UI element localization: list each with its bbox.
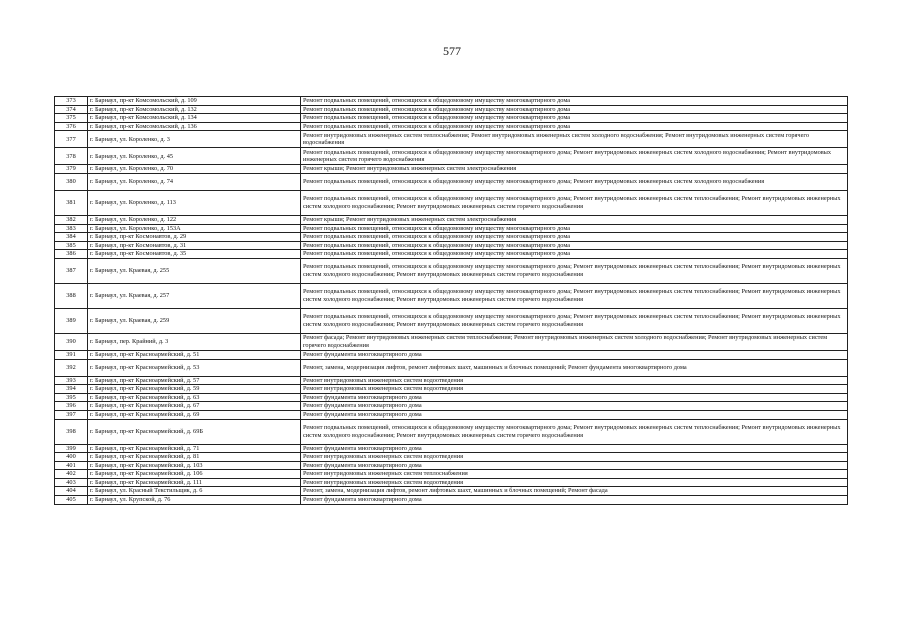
row-address: г. Барнаул, пр-кт Красноармейский, д. 63	[88, 393, 301, 402]
table-row	[55, 250, 848, 259]
table-row	[55, 258, 848, 283]
table-row	[55, 173, 848, 190]
row-number: 383	[55, 224, 88, 233]
table-row	[55, 190, 848, 215]
row-number: 405	[55, 496, 88, 505]
table-row	[55, 419, 848, 444]
row-works: Ремонт внутридомовых инженерных систем водоотведения	[301, 385, 848, 394]
row-works: Ремонт подвальных помещений, относящихся к общедомовому имуществу многоквартирного дома; Ремонт внутридомовых инженерных систем холодного водоснабжения	[301, 173, 848, 190]
row-works: Ремонт фундамента многоквартирного дома	[301, 402, 848, 411]
table-row	[55, 122, 848, 131]
row-number: 403	[55, 478, 88, 487]
row-number: 398	[55, 419, 88, 444]
row-address: г. Барнаул, ул. Краевая, д. 259	[88, 308, 301, 333]
table-body	[55, 97, 848, 505]
row-works: Ремонт фундамента многоквартирного дома	[301, 496, 848, 505]
table-row	[55, 241, 848, 250]
row-address: г. Барнаул, ул. Короленко, д. 70	[88, 165, 301, 174]
row-number: 401	[55, 461, 88, 470]
row-number: 396	[55, 402, 88, 411]
repair-table	[54, 96, 848, 505]
table-row	[55, 333, 848, 350]
table-row	[55, 385, 848, 394]
row-works: Ремонт внутридомовых инженерных систем водоотведения	[301, 453, 848, 462]
row-works: Ремонт внутридомовых инженерных систем водоотведения	[301, 478, 848, 487]
row-number: 391	[55, 350, 88, 359]
row-works: Ремонт фундамента многоквартирного дома	[301, 444, 848, 453]
row-address: г. Барнаул, пр-кт Красноармейский, д. 106	[88, 470, 301, 479]
row-address: г. Барнаул, ул. Красный Текстильщик, д. 6	[88, 487, 301, 496]
row-number: 399	[55, 444, 88, 453]
row-address: г. Барнаул, пр-кт Комсомольский, д. 109	[88, 97, 301, 106]
table-row	[55, 308, 848, 333]
row-address: г. Барнаул, пр-кт Красноармейский, д. 71	[88, 444, 301, 453]
row-works: Ремонт фундамента многоквартирного дома	[301, 410, 848, 419]
row-number: 387	[55, 258, 88, 283]
row-address: г. Барнаул, пр-кт Красноармейский, д. 69	[88, 410, 301, 419]
row-address: г. Барнаул, пр-кт Красноармейский, д. 69Б	[88, 419, 301, 444]
row-number: 382	[55, 215, 88, 224]
row-works: Ремонт фундамента многоквартирного дома	[301, 350, 848, 359]
row-works: Ремонт крыши; Ремонт внутридомовых инженерных систем электроснабжения	[301, 165, 848, 174]
table-row	[55, 461, 848, 470]
row-address: г. Барнаул, пр-кт Комсомольский, д. 132	[88, 105, 301, 114]
row-number: 400	[55, 453, 88, 462]
row-number: 384	[55, 233, 88, 242]
table-row	[55, 165, 848, 174]
row-works: Ремонт фундамента многоквартирного дома	[301, 393, 848, 402]
row-works: Ремонт подвальных помещений, относящихся к общедомовому имуществу многоквартирного дома	[301, 233, 848, 242]
row-address: г. Барнаул, пр-кт Красноармейский, д. 103	[88, 461, 301, 470]
row-address: г. Барнаул, пр-кт Красноармейский, д. 59	[88, 385, 301, 394]
row-address: г. Барнаул, пр-кт Комсомольский, д. 136	[88, 122, 301, 131]
page-number: 577	[443, 44, 461, 58]
row-works: Ремонт подвальных помещений, относящихся к общедомовому имуществу многоквартирного дома	[301, 122, 848, 131]
row-number: 376	[55, 122, 88, 131]
row-address: г. Барнаул, пр-кт Красноармейский, д. 67	[88, 402, 301, 411]
row-works: Ремонт крыши; Ремонт внутридомовых инженерных систем электроснабжения	[301, 215, 848, 224]
row-address: г. Барнаул, пр-кт Космонавтов, д. 29	[88, 233, 301, 242]
row-works: Ремонт, замена, модернизация лифтов, ремонт лифтовых шахт, машинных и блочных помещений; Ремонт фасада	[301, 487, 848, 496]
row-works: Ремонт, замена, модернизация лифтов, ремонт лифтовых шахт, машинных и блочных помещений; Ремонт фундамента многоквартирного дома	[301, 359, 848, 376]
row-number: 381	[55, 190, 88, 215]
row-works: Ремонт подвальных помещений, относящихся к общедомовому имуществу многоквартирного дома; Ремонт внутридомовых инженерных систем теплоснабжения; Ремонт внутридомовых инженерных систем холодного водоснабжения; Ремонт внутридомовых инженерных систем горячего водоснабжения	[301, 308, 848, 333]
row-address: г. Барнаул, пр-кт Красноармейский, д. 53	[88, 359, 301, 376]
row-works: Ремонт внутридомовых инженерных систем теплоснабжения	[301, 470, 848, 479]
row-address: г. Барнаул, пр-кт Красноармейский, д. 51	[88, 350, 301, 359]
row-works: Ремонт подвальных помещений, относящихся к общедомовому имуществу многоквартирного дома; Ремонт внутридомовых инженерных систем теплоснабжения; Ремонт внутридомовых инженерных систем холодного водоснабжения; Ремонт внутридомовых инженерных систем горячего водоснабжения	[301, 283, 848, 308]
row-number: 389	[55, 308, 88, 333]
row-works: Ремонт подвальных помещений, относящихся к общедомовому имуществу многоквартирного дома	[301, 105, 848, 114]
row-number: 394	[55, 385, 88, 394]
table-row	[55, 215, 848, 224]
row-number: 380	[55, 173, 88, 190]
table-row	[55, 376, 848, 385]
row-number: 388	[55, 283, 88, 308]
table-row	[55, 131, 848, 148]
table-row	[55, 233, 848, 242]
row-address: г. Барнаул, ул. Короленко, д. 45	[88, 148, 301, 165]
row-address: г. Барнаул, пр-кт Красноармейский, д. 57	[88, 376, 301, 385]
row-number: 378	[55, 148, 88, 165]
table-row	[55, 444, 848, 453]
row-works: Ремонт подвальных помещений, относящихся к общедомовому имуществу многоквартирного дома	[301, 250, 848, 259]
table-row	[55, 359, 848, 376]
row-address: г. Барнаул, пр-кт Красноармейский, д. 81	[88, 453, 301, 462]
row-address: г. Барнаул, ул. Краевая, д. 255	[88, 258, 301, 283]
row-number: 374	[55, 105, 88, 114]
row-number: 397	[55, 410, 88, 419]
table-row	[55, 453, 848, 462]
row-number: 377	[55, 131, 88, 148]
row-works: Ремонт подвальных помещений, относящихся к общедомовому имуществу многоквартирного дома; Ремонт внутридомовых инженерных систем холодного водоснабжения; Ремонт внутридомовых инженерных систем горячего водоснабжения	[301, 148, 848, 165]
row-address: г. Барнаул, ул. Короленко, д. 153А	[88, 224, 301, 233]
row-number: 402	[55, 470, 88, 479]
table-row	[55, 496, 848, 505]
row-number: 395	[55, 393, 88, 402]
table-row	[55, 97, 848, 106]
table-row	[55, 470, 848, 479]
row-number: 375	[55, 114, 88, 123]
row-works: Ремонт подвальных помещений, относящихся к общедомовому имуществу многоквартирного дома; Ремонт внутридомовых инженерных систем теплоснабжения; Ремонт внутридомовых инженерных систем холодного водоснабжения; Ремонт внутридомовых инженерных систем горячего водоснабжения	[301, 190, 848, 215]
table-row	[55, 478, 848, 487]
row-address: г. Барнаул, пер. Крайний, д. 3	[88, 333, 301, 350]
row-address: г. Барнаул, ул. Короленко, д. 74	[88, 173, 301, 190]
row-address: г. Барнаул, ул. Короленко, д. 113	[88, 190, 301, 215]
row-works: Ремонт подвальных помещений, относящихся к общедомовому имуществу многоквартирного дома; Ремонт внутридомовых инженерных систем теплоснабжения; Ремонт внутридомовых инженерных систем холодного водоснабжения; Ремонт внутридомовых инженерных систем горячего водоснабжения	[301, 419, 848, 444]
row-works: Ремонт подвальных помещений, относящихся к общедомовому имуществу многоквартирного дома	[301, 114, 848, 123]
table-row	[55, 393, 848, 402]
row-address: г. Барнаул, ул. Короленко, д. 3	[88, 131, 301, 148]
row-number: 386	[55, 250, 88, 259]
row-works: Ремонт подвальных помещений, относящихся к общедомовому имуществу многоквартирного дома	[301, 97, 848, 106]
row-works: Ремонт внутридомовых инженерных систем водоотведения	[301, 376, 848, 385]
row-address: г. Барнаул, ул. Краевая, д. 257	[88, 283, 301, 308]
row-address: г. Барнаул, пр-кт Красноармейский, д. 111	[88, 478, 301, 487]
table-row	[55, 350, 848, 359]
row-number: 379	[55, 165, 88, 174]
row-address: г. Барнаул, пр-кт Космонавтов, д. 31	[88, 241, 301, 250]
table-row	[55, 283, 848, 308]
row-works: Ремонт фундамента многоквартирного дома	[301, 461, 848, 470]
row-address: г. Барнаул, ул. Короленко, д. 122	[88, 215, 301, 224]
row-number: 392	[55, 359, 88, 376]
row-number: 393	[55, 376, 88, 385]
table-row	[55, 224, 848, 233]
row-address: г. Барнаул, ул. Крупской, д. 76	[88, 496, 301, 505]
table-row	[55, 410, 848, 419]
row-works: Ремонт подвальных помещений, относящихся к общедомовому имуществу многоквартирного дома; Ремонт внутридомовых инженерных систем теплоснабжения; Ремонт внутридомовых инженерных систем холодного водоснабжения; Ремонт внутридомовых инженерных систем горячего водоснабжения	[301, 258, 848, 283]
row-works: Ремонт подвальных помещений, относящихся к общедомовому имуществу многоквартирного дома	[301, 224, 848, 233]
row-works: Ремонт фасада; Ремонт внутридомовых инженерных систем теплоснабжения; Ремонт внутридомовых инженерных систем холодного водоснабжения; Ремонт внутридомовых инженерных систем горячего водоснабжения	[301, 333, 848, 350]
row-works: Ремонт подвальных помещений, относящихся к общедомовому имуществу многоквартирного дома	[301, 241, 848, 250]
table-row	[55, 402, 848, 411]
row-number: 404	[55, 487, 88, 496]
row-address: г. Барнаул, пр-кт Космонавтов, д. 35	[88, 250, 301, 259]
table-row	[55, 105, 848, 114]
row-number: 390	[55, 333, 88, 350]
row-works: Ремонт внутридомовых инженерных систем теплоснабжения; Ремонт внутридомовых инженерных систем холодного водоснабжения; Ремонт внутридомовых инженерных систем горячего водоснабжения	[301, 131, 848, 148]
table-row	[55, 487, 848, 496]
row-address: г. Барнаул, пр-кт Комсомольский, д. 134	[88, 114, 301, 123]
table-row	[55, 148, 848, 165]
row-number: 385	[55, 241, 88, 250]
table-row	[55, 114, 848, 123]
row-number: 373	[55, 97, 88, 106]
